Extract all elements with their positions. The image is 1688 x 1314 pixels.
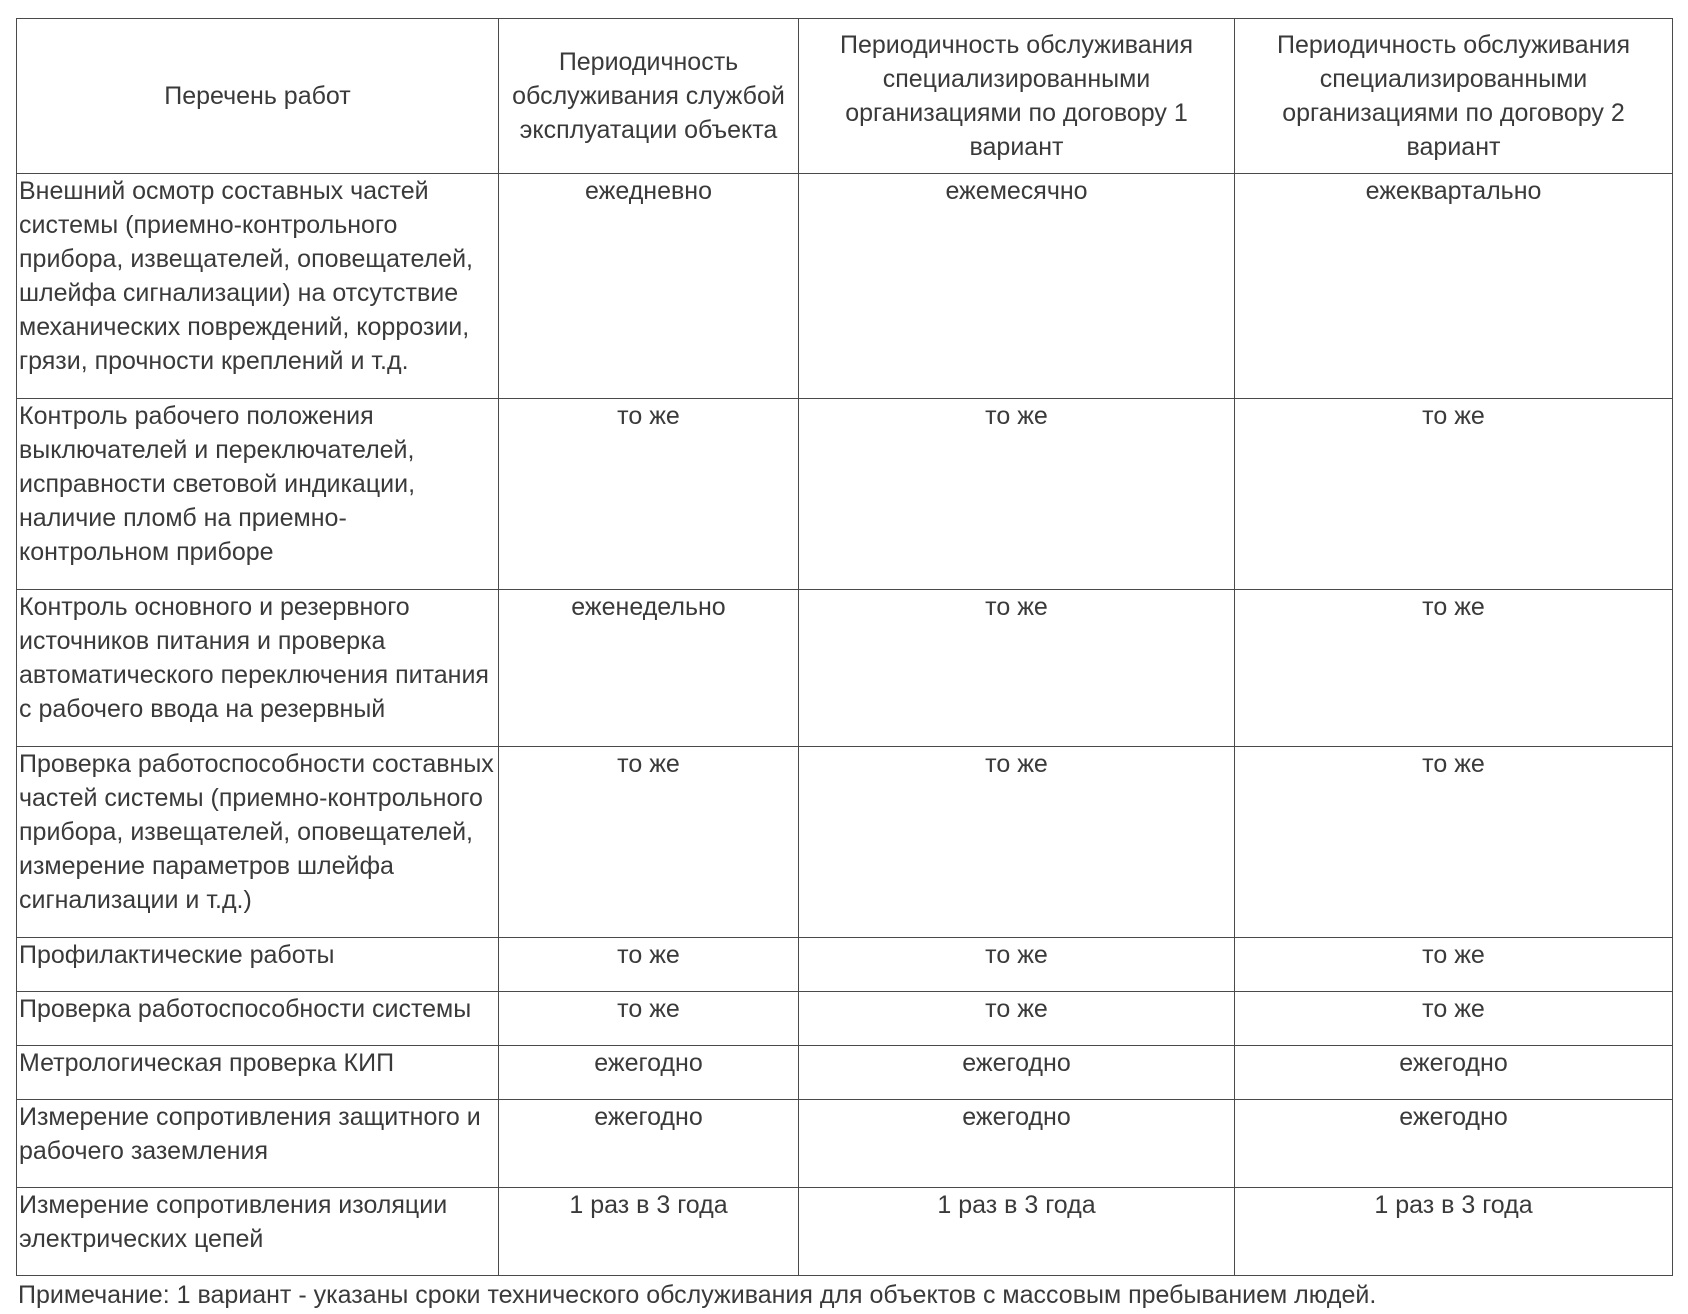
cell-variant-2: то же (1235, 399, 1673, 590)
table-row (17, 1046, 1673, 1100)
table-row (17, 590, 1673, 747)
cell-variant-1: ежегодно (799, 1046, 1235, 1100)
document (16, 18, 1673, 1312)
cell-variant-1: 1 раз в 3 года (799, 1188, 1235, 1276)
header-variant-2: Периодичность обслуживания специализированными организациями по договору 2 вариант (1235, 19, 1673, 174)
cell-service: ежегодно (499, 1100, 799, 1188)
cell-work: Измерение сопротивления изоляции электрических цепей (17, 1188, 499, 1276)
header-variant-1: Периодичность обслуживания специализированными организациями по договору 1 вариант (799, 19, 1235, 174)
cell-variant-2: 1 раз в 3 года (1235, 1188, 1673, 1276)
cell-work: Измерение сопротивления защитного и рабочего заземления (17, 1100, 499, 1188)
cell-service: еженедельно (499, 590, 799, 747)
header-service-periodicity: Периодичность обслуживания службой эксплуатации объекта (499, 19, 799, 174)
cell-variant-2: ежегодно (1235, 1046, 1673, 1100)
cell-work: Метрологическая проверка КИП (17, 1046, 499, 1100)
maintenance-table (16, 18, 1673, 1276)
table-header-row (17, 19, 1673, 174)
cell-work: Проверка работоспособности составных частей системы (приемно-контрольного прибора, извещателей, оповещателей, измерение параметров шлейфа сигнализации и т.д.) (17, 747, 499, 938)
cell-variant-1: ежемесячно (799, 174, 1235, 399)
cell-variant-2: ежегодно (1235, 1100, 1673, 1188)
cell-service: то же (499, 938, 799, 992)
table-row (17, 747, 1673, 938)
cell-work: Внешний осмотр составных частей системы (приемно-контрольного прибора, извещателей, оповещателей, шлейфа сигнализации) на отсутствие механических повреждений, коррозии, грязи, прочности креплений и т.д. (17, 174, 499, 399)
cell-variant-2: то же (1235, 938, 1673, 992)
table-row (17, 1100, 1673, 1188)
cell-service: ежегодно (499, 1046, 799, 1100)
cell-variant-2: то же (1235, 590, 1673, 747)
cell-work: Контроль рабочего положения выключателей и переключателей, исправности световой индикации, наличие пломб на приемно-контрольном приборе (17, 399, 499, 590)
header-work-list: Перечень работ (17, 19, 499, 174)
cell-variant-1: ежегодно (799, 1100, 1235, 1188)
table-row (17, 1188, 1673, 1276)
cell-variant-2: то же (1235, 747, 1673, 938)
cell-work: Проверка работоспособности системы (17, 992, 499, 1046)
cell-service: то же (499, 992, 799, 1046)
cell-variant-1: то же (799, 747, 1235, 938)
footnote: Примечание: 1 вариант - указаны сроки технического обслуживания для объектов с массовым пребыванием людей. (18, 1281, 1377, 1309)
cell-variant-1: то же (799, 992, 1235, 1046)
cell-service: 1 раз в 3 года (499, 1188, 799, 1276)
cell-variant-1: то же (799, 399, 1235, 590)
table-row (17, 399, 1673, 590)
cell-service: ежедневно (499, 174, 799, 399)
cell-variant-2: ежеквартально (1235, 174, 1673, 399)
table-row (17, 992, 1673, 1046)
cell-work: Контроль основного и резервного источников питания и проверка автоматического переключения питания с рабочего ввода на резервный (17, 590, 499, 747)
cell-variant-1: то же (799, 590, 1235, 747)
cell-service: то же (499, 399, 799, 590)
table-row (17, 938, 1673, 992)
cell-variant-2: то же (1235, 992, 1673, 1046)
cell-service: то же (499, 747, 799, 938)
cell-work: Профилактические работы (17, 938, 499, 992)
cell-variant-1: то же (799, 938, 1235, 992)
table-row (17, 174, 1673, 399)
